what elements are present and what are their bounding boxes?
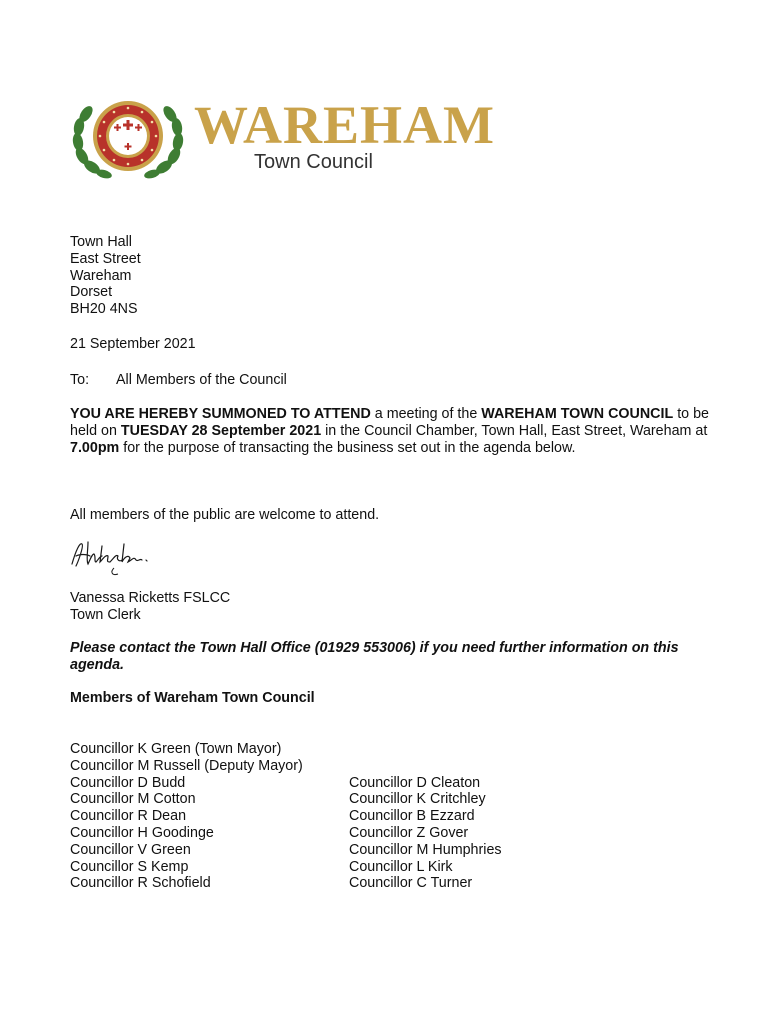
recipient-label: To: [70,372,90,388]
member-item: Councillor L Kirk [349,858,453,875]
members-list-left [70,741,340,892]
council-seal-icon [68,94,188,184]
clerk-title: Town Clerk [70,607,141,623]
council-logo [68,94,495,190]
member-item: Councillor S Kemp [70,858,189,875]
member-item: Councillor M Cotton [70,791,196,808]
council-name: WAREHAM TOWN COUNCIL [481,406,674,422]
summons-heading: YOU ARE HEREBY SUMMONED TO ATTEND [70,406,371,422]
address-line: Wareham [70,267,132,284]
address-line: Town Hall [70,234,132,250]
member-item: Councillor C Turner [349,875,473,892]
public-notice: All members of the public are welcome to attend. [70,507,380,523]
summons-text: a meeting of the [370,406,482,422]
member-item: Councillor M Russell (Deputy Mayor) [70,757,303,774]
summons-text: to be held on [70,406,709,439]
summons-text: for the purpose of transacting the business set out in the agenda below. [119,439,576,456]
member-item: Councillor B Ezzard [349,808,475,825]
logo-wordmark: WAREHAM [194,95,495,155]
address-line: Dorset [70,284,113,301]
member-item: Councillor V Green [70,841,191,858]
member-item: Councillor D Budd [70,774,186,791]
clerk-name: Vanessa Ricketts FSLCC [70,590,231,606]
address-block [70,234,370,318]
member-item: Councillor K Critchley [349,791,486,808]
member-item: Councillor K Green (Town Mayor) [70,741,282,757]
meeting-time: 7.00pm [70,439,120,456]
letter-date: 21 September 2021 [70,336,196,352]
member-item: Councillor D Cleaton [349,774,481,791]
members-list-right [349,775,619,893]
contact-note: Please contact the Town Hall Office (01929 553006) if you need further information on this agenda. [70,640,679,673]
address-line: BH20 4NS [70,301,138,318]
members-heading: Members of Wareham Town Council [70,690,315,706]
signature-icon [66,532,166,582]
summons-text: in the Council Chamber, Town Hall, East Street, Wareham at [321,422,708,439]
address-line: East Street [70,250,141,267]
member-item: Councillor H Goodinge [70,824,214,841]
member-item: Councillor R Dean [70,808,187,825]
member-item: Councillor Z Gover [349,824,469,841]
member-item: Councillor M Humphries [349,841,502,858]
logo-subtitle: Town Council [254,151,373,173]
summons-paragraph [70,406,710,456]
recipient-value: All Members of the Council [116,372,287,388]
meeting-date: TUESDAY 28 September 2021 [120,422,322,439]
member-item: Councillor R Schofield [70,875,211,892]
